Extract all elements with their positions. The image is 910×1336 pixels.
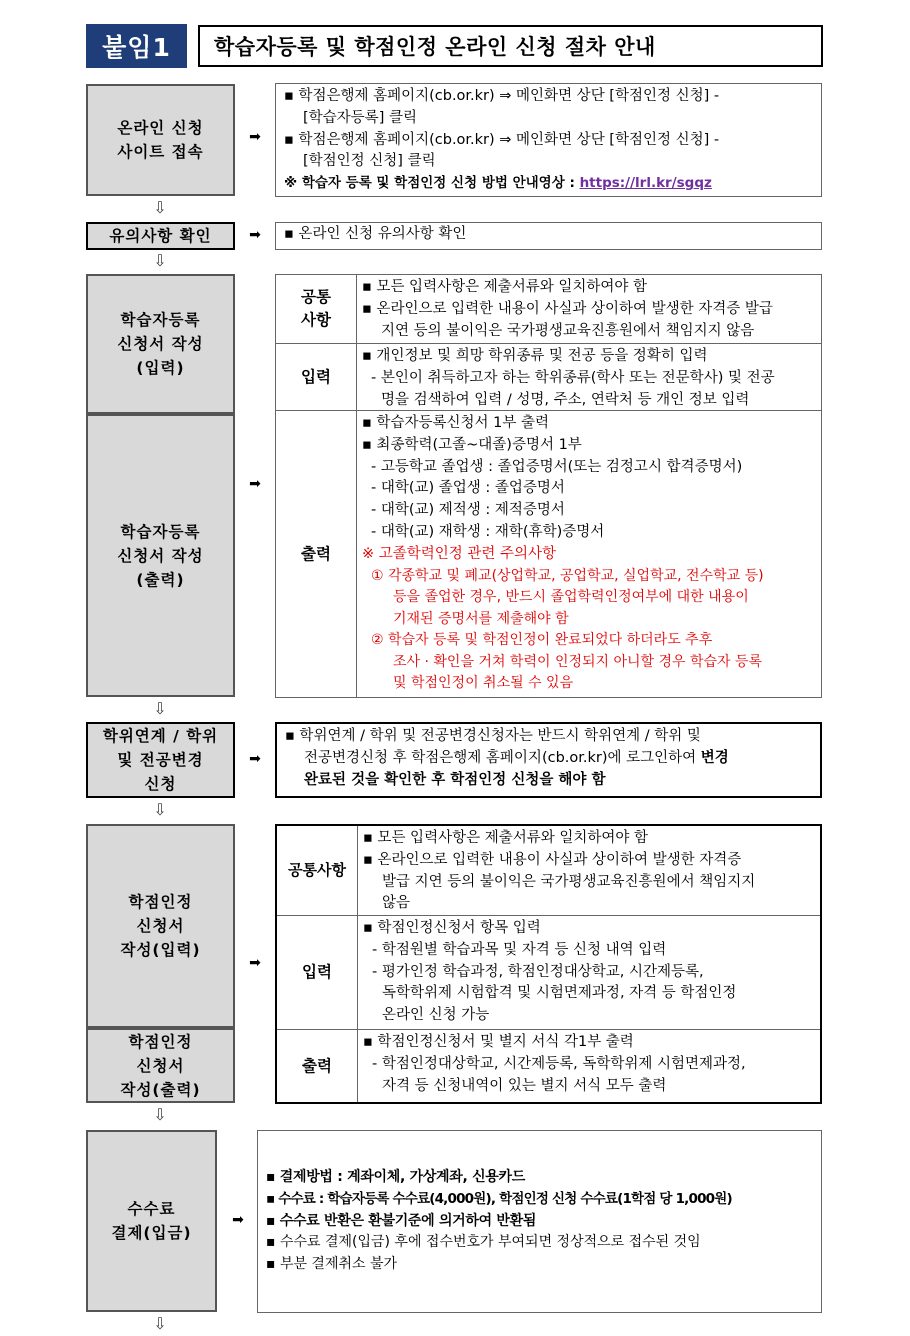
content-line: - 대학(교) 졸업생 : 졸업증명서 <box>371 480 565 497</box>
down-arrow-icon: ⇩ <box>153 251 167 270</box>
step-label-line: 신청 <box>144 775 177 793</box>
step-credit-input <box>86 824 235 1028</box>
input-content <box>358 916 820 1030</box>
right-arrow-icon: ➡ <box>249 476 261 492</box>
step-label-line: 유의사항 확인 <box>109 227 212 245</box>
output-content <box>358 1030 820 1102</box>
step-precautions <box>86 222 235 250</box>
content-line: ▪ 온라인 신청 유의사항 확인 <box>284 226 467 242</box>
content-line: ▪ 온라인으로 입력한 내용이 사실과 상이하여 발생한 자격증 발급 <box>362 300 773 317</box>
content-line: ▪ 수수료 : 학습자등록 수수료(4,000원), 학점인정 신청 수수료(1학점 당 1,000원) <box>266 1190 732 1207</box>
step-label-line: 신청서 작성 <box>117 546 204 565</box>
content-line: ▪ 개인정보 및 희망 학위종류 및 전공 등을 정확히 입력 <box>362 348 708 364</box>
content-bold-text: 변경 <box>700 749 729 766</box>
attachment-badge: 붙임1 <box>86 24 187 68</box>
note-line: ② 학습자 등록 및 학점인정이 완료되었다 하더라도 추후 <box>371 632 713 649</box>
content-line: 완료된 것을 확인한 후 학점인정 신청을 해야 함 <box>304 771 606 788</box>
step-learner-registration-output <box>86 414 235 697</box>
content-line: - 대학(교) 재학생 : 재학(휴학)증명서 <box>371 523 605 540</box>
note-line: 등을 졸업한 경우, 반드시 졸업학력인정여부에 대한 내용이 <box>393 589 749 606</box>
content-line: - 본인이 취득하고자 하는 학위종류(학사 또는 전문학사) 및 전공 <box>371 369 775 386</box>
step-label-line: 학습자등록 <box>120 522 201 541</box>
video-guide-label: ※ 학습자 등록 및 학점인정 신청 방법 안내영상 : <box>284 175 580 192</box>
step-label-line: 사이트 접속 <box>117 143 204 161</box>
content-line: ▪ 수수료 반환은 환불기준에 의거하여 반환됨 <box>266 1212 537 1229</box>
note-line: 기재된 증명서를 제출해야 함 <box>393 610 569 627</box>
step-label-line: 신청서 <box>136 917 185 935</box>
note-line: 및 학점인정이 취소될 수 있음 <box>393 675 574 692</box>
step-label-line: 작성(출력) <box>120 1080 201 1099</box>
step-degree-change <box>86 722 235 798</box>
down-arrow-icon: ⇩ <box>153 1314 167 1333</box>
step-label-line: 작성(입력) <box>120 941 201 959</box>
page-title: 학습자등록 및 학점인정 온라인 신청 절차 안내 <box>198 25 823 67</box>
content-line: 자격 등 신청내역이 있는 별지 서식 모두 출력 <box>382 1077 667 1094</box>
right-arrow-icon: ➡ <box>249 129 261 145</box>
content-line: [학습자등록] 클릭 <box>303 109 417 126</box>
input-label: 입력 <box>276 344 357 411</box>
content-line: - 고등학교 졸업생 : 졸업증명서(또는 검정고시 합격증명서) <box>371 458 743 475</box>
content-line: 않음 <box>382 895 411 912</box>
note-line: 조사 · 확인을 거쳐 학력이 인정되지 아니할 경우 학습자 등록 <box>393 653 763 670</box>
label-line: 공통 <box>301 288 331 306</box>
step-credit-output <box>86 1028 235 1103</box>
label-line: 사항 <box>301 311 331 329</box>
down-arrow-icon: ⇩ <box>153 198 167 217</box>
step-label-line: 수수료 <box>127 1200 176 1218</box>
content-line: - 학점원별 학습과목 및 자격 등 신청 내역 입력 <box>372 941 667 958</box>
content-line: ▪ 학점인정신청서 항목 입력 <box>363 920 541 936</box>
content-line: 명을 검색하여 입력 / 성명, 주소, 연락처 등 개인 정보 입력 <box>381 391 750 408</box>
content-line: ▪ 모든 입력사항은 제출서류와 일치하여야 함 <box>363 830 648 846</box>
content-line: ▪ 학점은행제 홈페이지(cb.or.kr) ⇒ 메인화면 상단 [학점인정 신청] - <box>284 131 720 148</box>
step-label-line: 신청서 작성 <box>117 335 204 353</box>
content-line: [학점인정 신청] 클릭 <box>303 153 436 170</box>
right-arrow-icon: ➡ <box>249 955 261 971</box>
content-line: ▪ 학점은행제 홈페이지(cb.or.kr) ⇒ 메인화면 상단 [학점인정 신청] - <box>284 88 720 104</box>
content-line: - 평가인정 학습과정, 학점인정대상학교, 시간제등록, <box>372 963 704 980</box>
content-line: 독학학위제 시험합격 및 시험면제과정, 자격 등 학점인정 <box>382 985 737 1002</box>
step-fee-payment <box>86 1130 217 1312</box>
output-label: 출력 <box>277 1030 358 1102</box>
note-line: ① 각종학교 및 폐교(상업학교, 공업학교, 실업학교, 전수학교 등) <box>371 567 764 584</box>
content-line: ▪ 모든 입력사항은 제출서류와 일치하여야 함 <box>362 279 647 295</box>
common-label: 공통사항 <box>277 826 358 916</box>
content-line: - 학점인정대상학교, 시간제등록, 독학학위제 시험면제과정, <box>372 1055 746 1072</box>
credit-application-table <box>275 824 822 1104</box>
down-arrow-icon: ⇩ <box>153 1105 167 1124</box>
step-label-line: 신청서 <box>136 1056 185 1075</box>
note-title: ※ 고졸학력인정 관련 주의사항 <box>362 545 557 562</box>
content-line: ▪ 최종학력(고졸~대졸)증명서 1부 <box>362 436 582 453</box>
site-access-box <box>275 83 822 197</box>
common-label <box>276 275 357 344</box>
step-label-line: (입력) <box>136 359 185 377</box>
step-label-line: (출력) <box>136 570 185 589</box>
step-label-line: 학점인정 <box>128 1032 193 1051</box>
learner-registration-table <box>275 274 822 698</box>
output-label: 출력 <box>276 411 357 698</box>
output-content <box>357 411 822 698</box>
input-content <box>357 344 822 411</box>
content-line <box>285 748 812 770</box>
content-line: ▪ 부분 결제취소 불가 <box>266 1256 398 1273</box>
step-label-line: 온라인 신청 <box>117 119 204 137</box>
step-label-line: 학점인정 <box>128 893 193 911</box>
down-arrow-icon: ⇩ <box>153 800 167 819</box>
input-label: 입력 <box>277 916 358 1030</box>
content-text: 전공변경신청 후 학점은행제 홈페이지(cb.or.kr)에 로그인하여 <box>304 749 701 766</box>
content-line: 지연 등의 불이익은 국가평생교육진흥원에서 책임지지 않음 <box>381 322 755 339</box>
down-arrow-icon: ⇩ <box>153 699 167 718</box>
step-label-line: 결제(입금) <box>111 1224 192 1242</box>
content-line: ▪ 학점인정신청서 및 별지 서식 각1부 출력 <box>363 1034 634 1050</box>
video-guide-line <box>284 173 813 195</box>
right-arrow-icon: ➡ <box>232 1212 244 1228</box>
video-guide-link[interactable]: https://lrl.kr/sgqz <box>579 175 712 192</box>
content-line: 온라인 신청 가능 <box>382 1007 490 1024</box>
right-arrow-icon: ➡ <box>249 227 261 243</box>
step-site-access <box>86 84 235 196</box>
precautions-box <box>275 222 822 250</box>
content-line: ▪ 온라인으로 입력한 내용이 사실과 상이하여 발생한 자격증 <box>363 851 742 868</box>
content-line: ▪ 학습자등록신청서 1부 출력 <box>362 415 549 431</box>
common-content <box>358 826 820 916</box>
content-line: ▪ 학위연계 / 학위 및 전공변경신청자는 반드시 학위연계 / 학위 및 <box>285 728 701 744</box>
right-arrow-icon: ➡ <box>249 751 261 767</box>
step-label-line: 학습자등록 <box>120 311 201 329</box>
step-label-line: 학위연계 / 학위 <box>102 727 219 745</box>
content-line: 발급 지연 등의 불이익은 국가평생교육진흥원에서 책임지지 <box>382 873 756 890</box>
content-line: ▪ 수수료 결제(입금) 후에 접수번호가 부여되면 정상적으로 접수된 것임 <box>266 1234 701 1251</box>
degree-change-box <box>275 722 822 798</box>
step-label-line: 및 전공변경 <box>117 751 204 769</box>
content-line: ▪ 결제방법 : 계좌이체, 가상계좌, 신용카드 <box>266 1169 525 1185</box>
step-learner-registration-input <box>86 274 235 414</box>
common-content <box>357 275 822 344</box>
content-line: - 대학(교) 제적생 : 제적증명서 <box>371 502 565 519</box>
note-item-1 <box>362 566 814 695</box>
fee-payment-box <box>257 1130 822 1313</box>
